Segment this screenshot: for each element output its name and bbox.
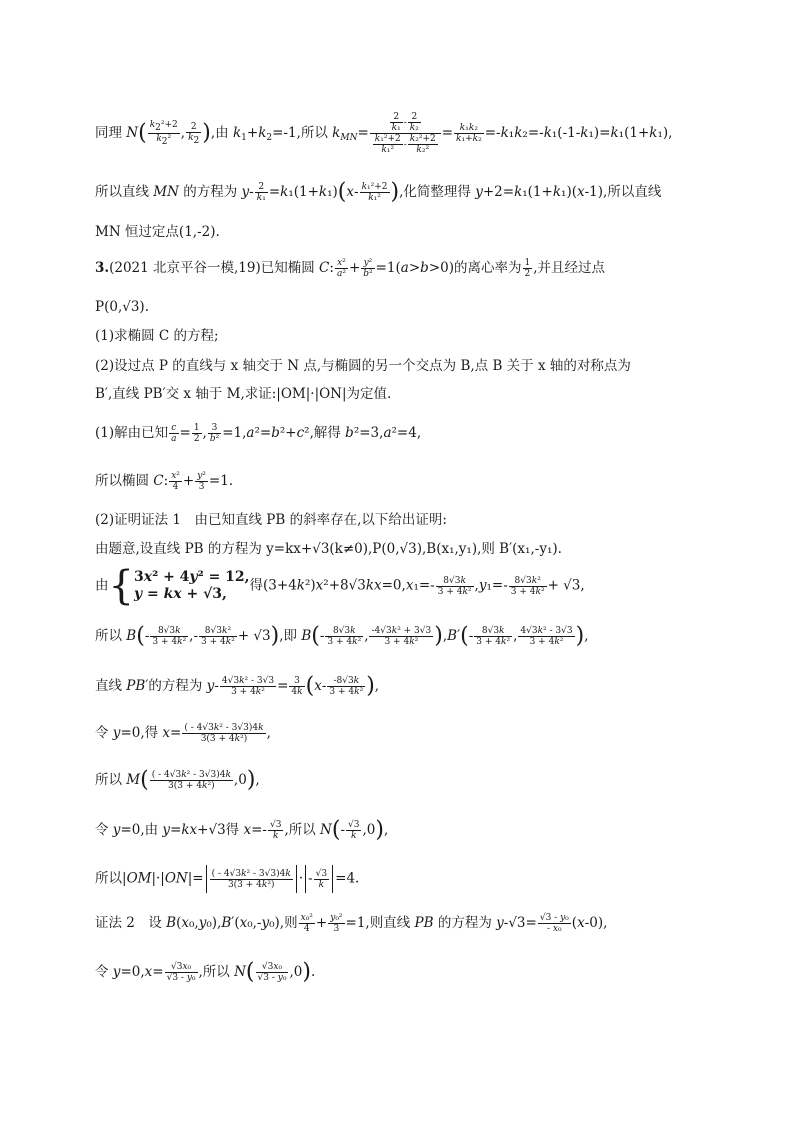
x-intercept-m: 令 y=0,得 x= $\frac{\text{( - 4√3k² - 3√3)4k}}{\text{3(3 + 4k²)}}$ , bbox=[95, 723, 271, 744]
point-b-coordinates: 所以 B(- $\frac{8√3k}{\text{3 + 4k²}}$ ,- $\frac{\text{8√3k²}}{\text{3 + 4k²}}$ + √3),即 B(- $\frac{8√3k}{\text{3 + 4k²}}$ , $\frac{\text{-4√3k² + 3√3}}{\text{3 + 4k²}}$ ),B′(- $\frac{8√3k}{\text{3 + 4k²}}$ , $\frac{\text{4√3k² - 3√3}}{\text{3 + 4k²}}$ ), bbox=[95, 623, 589, 649]
text-line-8: B′,直线 PB′交 x 轴于 M,求证:|OM|·|ON|为定值. bbox=[95, 386, 392, 402]
point-n: 令 y=0,由 y=kx+√3得 x=- $\frac{√3}{k}$ ,所以 N(- $\frac{√3}{k}$ ,0), bbox=[95, 817, 389, 843]
proof-method-1-heading: (2)证明证法 1 由已知直线 PB 的斜率存在,以下给出证明: bbox=[95, 512, 447, 528]
text-line-2: 所以直线 MN 的方程为 y- $\frac{2}{\text{k₁}}$ =k₁(1+k₁)(x- $\frac{\text{k₁²+2}}{\text{k₁²}}$ ),化简整理得 y+2=k₁(1+k₁)(x-1),所以直线 bbox=[95, 179, 662, 205]
text-line-12: 由题意,设直线 PB 的方程为 y=kx+√3(k≠0),P(0,√3),B(x₁,y₁),则 B′(x₁,-y₁). bbox=[95, 541, 562, 557]
product-result: 所以|OM|·|ON|= $\frac{\text{( - 4√3k² - 3√3)4k}}{\text{3(3 + 4k²)}}$ · - $\frac{√3}{k}$ =4. bbox=[95, 865, 359, 893]
system-equation-line: 由{3x² + 4y² = 12, y = kx + √3,得(3+4k²)x²+8√3kx=0,x₁=- $\frac{8√3k}{\text{3 + 4k²}}$ ,y₁=- $\frac{\text{8√3k²}}{\text{3 + 4k²}}$ + √3, bbox=[95, 563, 585, 609]
solution-1: (1)解由已知 $\frac{c}{a}$ = $\frac{1}{2}$ , $\frac{3}{\text{b²}}$ =1,a²=b²+c²,解得 b²=3,a²=4, bbox=[95, 423, 422, 444]
line-pb-prime-equation: 直线 PB′的方程为 y- $\frac{\text{4√3k² - 3√3}}{\text{3 + 4k²}}$ = $\frac{3}{4k}$ (x- $\frac{-8√3k}{\text{3 + 4k²}}$ ), bbox=[95, 673, 380, 699]
question-2: (2)设过点 P 的直线与 x 轴交于 N 点,与椭圆的另一个交点为 B,点 B 关于 x 轴的对称点为 bbox=[95, 358, 631, 374]
ellipse-equation: 所以椭圆 C: $\frac{\text{x²}}{4}$ + $\frac{\text{y²}}{3}$ =1. bbox=[95, 471, 234, 492]
text-line-5: P(0,√3). bbox=[95, 299, 149, 315]
question-1: (1)求椭圆 C 的方程; bbox=[95, 328, 219, 344]
proof-method-2: 证法 2 设 B(x₀,y₀),B′(x₀,-y₀),则 $\frac{\text{x₀²}}{4}$ + $\frac{\text{y₀²}}{3}$ =1,则直线 PB 的方程为 y-√3= $\frac{\text{√3 - y₀}}{\text{- x₀}}$ (x-0), bbox=[95, 913, 608, 934]
text-line-3: MN 恒过定点(1,-2). bbox=[95, 224, 220, 240]
point-m: 所以 M( $\frac{\text{( - 4√3k² - 3√3)4k}}{\text{3(3 + 4k²)}}$ ,0), bbox=[95, 767, 260, 793]
text-line-1 bbox=[95, 112, 672, 155]
problem-3-statement: 3.(2021 北京平谷一模,19)已知椭圆 C: $\frac{\text{x²}}{\text{a²}}$ + $\frac{\text{y²}}{\text{b²}}$ =1(a>b>0)的离心率为 $\frac{1}{2}$ ,并且经过点 bbox=[95, 258, 606, 279]
line-1-content: 同理 N( $\frac{\text{k2²+2}}{\text{k2²}}$ , $\frac{2}{k2}$ ),由 $k_1+k_2=-1$,所以 $k_{MN}=$ $\frac{2}{\text{k₁}}$ - $\frac{2}{\text{k₂}}$ $\frac{\text{k₁²+2}}{\text{k₁²}}$ - $\frac{\text{k₂²+2}}{\text{k₂²}}$ = $\frac{\text{k₁k₂}}{\text{k₁+k₂}}$ =-k₁k₂=-k₁(-1-k₁)=k₁(1+k₁), bbox=[95, 112, 673, 155]
point-n-method-2: 令 y=0,x= $\frac{\text{√3x₀}}{\text{√3 - y₀}}$ ,所以 N( $\frac{\text{√3x₀}}{\text{√3 - y₀}}$ ,0). bbox=[95, 959, 316, 985]
